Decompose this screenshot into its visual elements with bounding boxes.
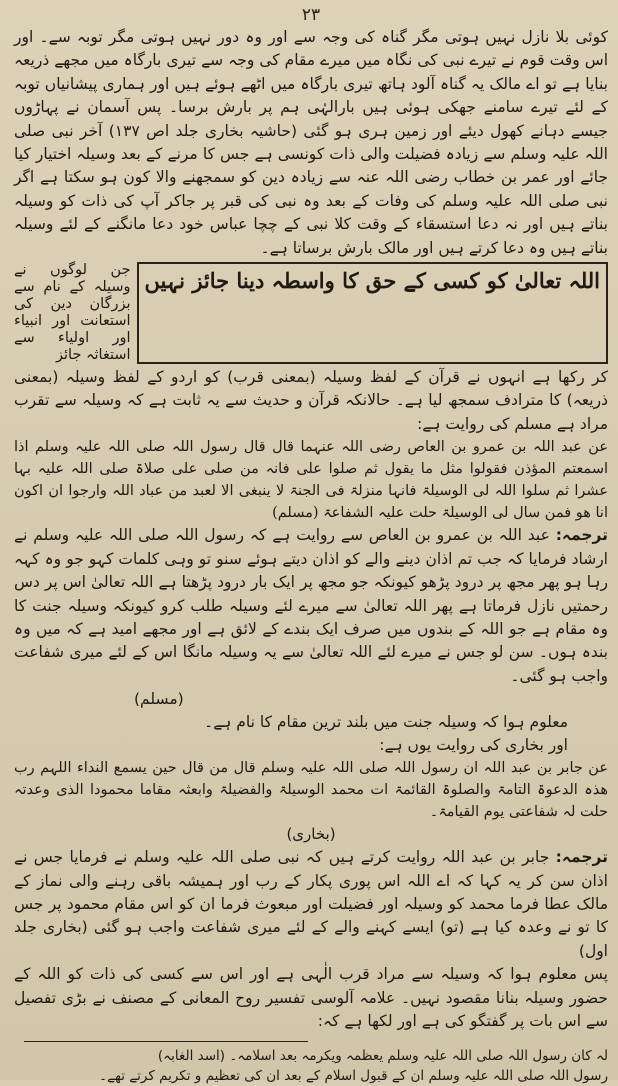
- translation-muslim: [14, 524, 608, 688]
- attribution-muslim: (مسلم): [134, 690, 184, 709]
- conclusion-line: معلوم ہوا کہ وسیلہ جنت میں بلند ترین مقام کا نام ہے۔: [204, 713, 568, 732]
- footnote-arabic: لہ کان رسول اللہ صلی اللہ علیہ وسلم یعظمہ ویکرمہ بعد اسلامہ۔ (اسد الغابہ): [157, 1048, 608, 1065]
- arabic-hadith-bukhari: عن جابر بن عبد اللہ ان رسول اللہ صلی اللہ علیہ وسلم قال من قال حین یسمع النداء اللہم رب ھذہ الدعوۃ التامۃ والصلوۃ القائمۃ ات محمد الوسیلۃ والفضیلۃ وابعثہ مقاما محمودا الذی وعدتہ حلت لہ شفاعتی یوم القیامۃ۔: [14, 760, 608, 821]
- translation-label-2: ترجمہ:: [555, 848, 608, 867]
- translation-muslim-text: عبد اللہ بن عمرو بن العاص سے روایت ہے کہ رسول اللہ صلی اللہ علیہ وسلم نے ارشاد فرمایا کہ جب تم اذان دینے والے کو اذان دیتے ہوئے سنو تو وہی کلمات کہو جو وہ کہہ رہا ہو پھر مجھ پر درود پڑھو کیونکہ جو مجھ پر ایک بار درود پڑھتا ہے اللہ تعالیٰ اس پر دس رحمتیں نازل فرماتا ہے پھر اللہ تعالیٰ سے میرے لئے وسیلہ طلب کرو کیونکہ وسیلہ جنت کا وہ مقام ہے جو اللہ کے بندوں میں صرف ایک بندے کے لائق ہے اور مجھے امید ہے کہ میں وہ بندہ ہوں۔ سن لو جس نے میرے لئے اللہ تعالیٰ سے یہ وسیلہ مانگا اس کے لئے میری شفاعت واجب ہو گئی۔: [14, 526, 608, 685]
- attribution-bukhari: (بخاری): [286, 825, 336, 844]
- arabic-hadith-muslim: عن عبد اللہ بن عمرو بن العاص رضی اللہ عنہما قال قال رسول اللہ صلی اللہ علیہ وسلم اذا اسمعتم المؤذن فقولوا مثل ما یقول ثم صلوا علی فانہ من صلی علی صلاۃ صلی اللہ علیہ بہا عشرا ثم سلوا اللہ لی الوسیلۃ فانہا منزلۃ فی الجنۃ لا ینبغی الا لعبد من عباد اللہ وارجوا ان اکون انا ھو فمن سال لی الوسیلۃ حلت علیہ الشفاعۃ (مسلم): [14, 439, 608, 522]
- paragraph-istisqa: کوئی بلا نازل نہیں ہوتی مگر گناہ کی وجہ سے اور وہ دور نہیں ہوتی مگر توبہ سے۔ اور اس وقت قوم نے تیرے نبی کی نگاہ میں میرے مقام کی وجہ سے تیری بارگاہ میں مجھے ذریعہ بنایا ہے تو اے مالک یہ گناہ آلود ہاتھ تیری بارگاہ میں اٹھے ہوئے ہیں اور ہماری پیشانیاں توبہ کے لئے تیرے سامنے جھکی ہوئی ہیں بارالہٰی ہم پر بارش برسا۔ پس آسمان نے پہاڑوں جیسے دہانے کھول دیئے اور زمین ہری ہو گئی (حاشیہ بخاری جلد اص ۱۳۷) آخر نبی صلی اللہ علیہ وسلم سے زیادہ فضیلت والی ذات کونسی ہے جس کا مرنے کے بعد وسیلہ اختیار کیا جائے اور عمر بن خطاب رضی اللہ عنہ سے زیادہ دین کو سمجھنے والا کون ہو سکتا ہے اگر نبی صلی اللہ علیہ وسلم کی وفات کے بعد وہ نبی کی قبر پر جاکر آپ کی ذات کو وسیلہ بناتے ہیں اور نہ دعا استسقاء کے وقت کلا نبی کے چچا عباس خود دعا مانگنے کے لئے وسیلہ بناتے ہیں وہ دعا کرتے ہیں اور مالک بارش برساتا ہے۔: [14, 28, 609, 257]
- bukhari-intro-line: اور بخاری کی روایت یوں ہے:: [379, 736, 568, 755]
- translation-bukhari: [14, 846, 608, 963]
- translation-bukhari-text: جابر بن عبد اللہ روایت کرتے ہیں کہ نبی صلی اللہ علیہ وسلم نے فرمایا جس نے اذان سن کر یہ کہا کہ اے اللہ اس پوری پکار کے رب اور ہمیشہ باقی رہنے والی نماز کے مالک عطا فرما محمد کو وسیلہ اور فضیلت اور مبعوث فرما ان کو اس مقام محمود پر جس کا تو نے وعدہ کیا ہے (تو) ایسے کہنے والے کے لئے میری شفاعت واجب ہو گئی (بخاری جلد اول): [14, 848, 608, 960]
- section-heading-side-text: جن لوگوں نے وسیلہ کے نام سے بزرگان دین کی استعانت اور انبیاء اور اولیاء سے استغاثہ جائز: [14, 262, 131, 364]
- page-number: ۲۳: [301, 5, 321, 25]
- section-heading-box: اللہ تعالیٰ کو کسی کے حق کا واسطہ دینا جائز نہیں: [137, 262, 608, 364]
- translation-label: ترجمہ:: [555, 526, 608, 545]
- section-heading-row: [14, 262, 608, 364]
- footnote-divider: [24, 1041, 308, 1042]
- footnote-urdu: رسول اللہ صلی اللہ علیہ وسلم ان کے قبول اسلام کے بعد ان کی تعظیم و تکریم کرتے تھے۔: [99, 1068, 608, 1085]
- paragraph-alusi: پس معلوم ہوا کہ وسیلہ سے مراد قرب الٰہی ہے اور اس سے کسی کی ذات کو اللہ کے حضور وسیلہ بنانا مقصود نہیں۔ علامہ آلوسی تفسیر روح المعانی کے مصنف نے بڑی تفصیل سے اس بات پر گفتگو کی ہے اور لکھا ہے کہ:: [14, 965, 608, 1030]
- paragraph-waseela-meaning: کر رکھا ہے انہوں نے قرآن کے لفظ وسیلہ (بمعنی قرب) کو اردو کے لفظ وسیلہ (بمعنی ذریعہ) کا مترادف سمجھ لیا ہے۔ حالانکہ قرآن و حدیث سے یہ ثابت ہے کہ وسیلہ سے تقرب مراد ہے مسلم کی روایت ہے:: [14, 368, 608, 433]
